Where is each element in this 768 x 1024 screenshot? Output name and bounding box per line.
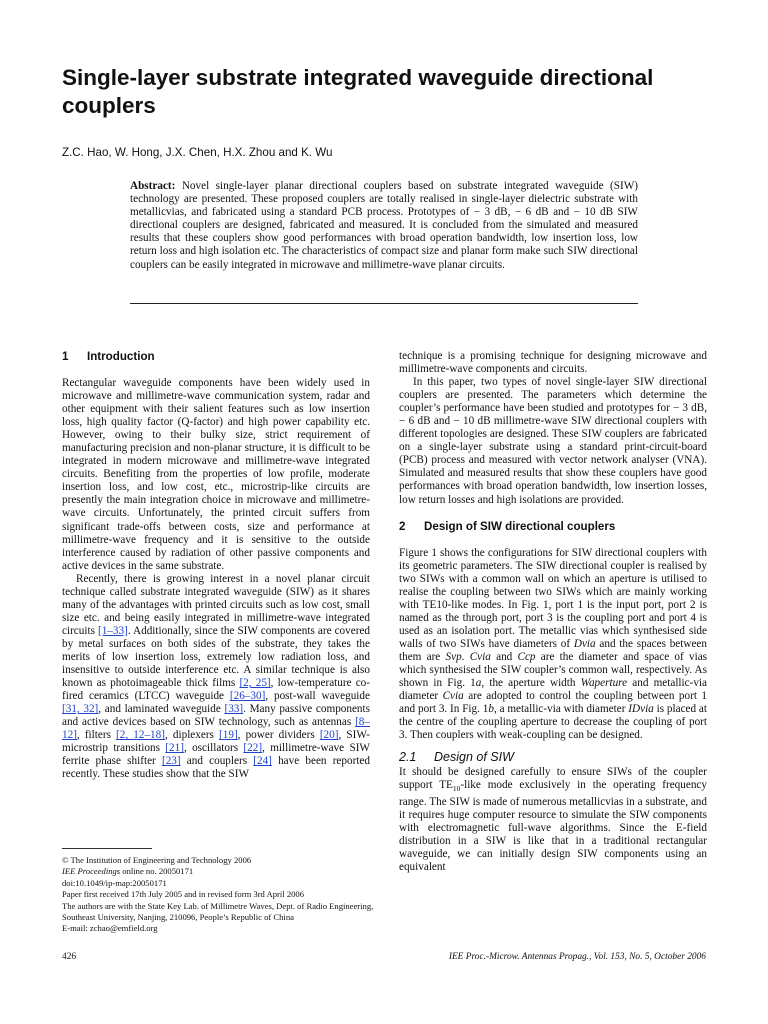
section-2-title: Design of SIW directional couplers (424, 519, 616, 533)
variable: a (475, 677, 482, 690)
section-2-1-title: Design of SIW (434, 750, 514, 765)
variable: IDvia (628, 703, 654, 716)
journal-citation: IEE Proc.-Microw. Antennas Propag., Vol. 153, No. 5, October 2006 (448, 952, 706, 962)
online-number: online no. 20050171 (120, 866, 194, 877)
section-1-title: Introduction (87, 350, 155, 363)
p2-text: , SIW-microstrip transitions (62, 729, 370, 755)
s2-text: are adopted to control the coupling between port 1 and port 3. In Fig. 1 (399, 690, 707, 716)
variable: Ccp (517, 650, 536, 663)
intro-paragraph-2 (62, 573, 370, 782)
paper-title: Single-layer substrate integrated waveguide directional couplers (62, 65, 654, 118)
variable: Waperture (580, 677, 628, 690)
p2-text: . Additionally, since the SIW components are covered by metal surfaces on both sides of the substrate, they takes the merits of low insertion loss, extremely low radiation loss, and insensitive to outside interference etc. A similar technique is also known as photoimageable thick films (62, 624, 370, 690)
abstract (130, 180, 638, 272)
section-2-paragraph-1 (399, 547, 707, 743)
section-2-1-heading (399, 751, 707, 766)
p2-text: , power dividers (237, 729, 320, 742)
citation-link[interactable]: [2, 25] (239, 677, 271, 690)
section-2-1-paragraph-1 (399, 766, 707, 874)
variable: Cvia (469, 650, 491, 663)
citation-link[interactable]: [23] (161, 755, 181, 768)
s2-text: and metallic-via diameter (399, 677, 708, 703)
s2-text: is placed at the centre of the coupling aperture to decrease the coupling of port 3. Then couplers with weak-coupling can be designed. (399, 703, 707, 742)
copyright-line (62, 855, 376, 866)
abstract-label: Abstract: (130, 180, 176, 192)
received-line: Paper first received 17th July 2005 and in revised form 3rd April 2006 (62, 889, 305, 900)
left-column (62, 350, 370, 781)
citation-link[interactable]: [26–30] (229, 690, 266, 703)
page-number: 426 (62, 952, 77, 962)
citation-link[interactable]: [21] (165, 742, 184, 755)
p2-text: and couplers (180, 755, 254, 768)
proceedings-name: IEE Proceedings (62, 866, 121, 877)
p2-text: Recently, there is growing interest in a novel planar circuit technique called substrate integrated waveguide (SIW) as it shares many of the advantages with printed circuits such as low cost, small size etc. and being easily integrated in millimetre-wave integrated circuits (62, 572, 370, 637)
s21-text: It should be designed carefully to ensure SIWs of the coupler support TE (399, 766, 707, 792)
citation-link[interactable]: [2, 12–18] (116, 729, 165, 742)
doi-line[interactable]: doi:10.1049/ip-map:20050171 (62, 877, 167, 888)
email-line[interactable]: E-mail: zchao@emfield.org (62, 923, 158, 934)
intro-paragraph-4: In this paper, two types of novel single-layer SIW directional couplers are presented. The parameters which determine the coupler’s performance have been studied and prototypes for − 3 dB, − 6 dB and − 10 dB millimetre-wave SIW directional couplers with different topologies are designed. These SIW couplers are fabricated on a single-layer substrate using a standard print-circuit-board (PCB) process and measured with vector network analyser (VNA). Simulated and measured results that show these couplers have good performances with broad operation bandwidth, low insertion losses, low return losses and high isolations are provided. (399, 376, 707, 506)
s2-text: and (490, 650, 518, 663)
section-1-heading (62, 350, 370, 364)
citation-link[interactable]: [1–33] (97, 624, 128, 637)
subscript: 10 (452, 784, 461, 794)
citation-link[interactable]: [31, 32] (62, 703, 99, 716)
section-2-number: 2 (399, 519, 406, 533)
citation-link[interactable]: [20] (319, 729, 339, 742)
p2-text: have been reported recently. These studies show that the SIW (62, 755, 370, 781)
abstract-text: Novel single-layer planar directional couplers based on substrate integrated waveguide (SIW) technology are presented. These proposed couplers are totally realised in single-layer dielectric substrate with metallicvias, and fabricated using a standard PCB process. Prototypes of − 3 dB, − 6 dB and − 10 dB SIW directional couplers are designed, fabricated and measured. It is concluded from the simulated and measured results that these couplers show good performances with broad operation bandwidth, low insertion loss, low return loss and high isolation etc. The characteristics of compact size and planar form make such SIW directional couplers can be easily integrated in microwave and millimetre-wave planar circuits. (130, 180, 638, 271)
variable: Dvia (573, 637, 596, 650)
citation-link[interactable]: [19] (219, 729, 238, 742)
p2-text: , diplexers (164, 729, 220, 742)
section-2-1-number: 2.1 (399, 750, 417, 765)
spacer (399, 507, 707, 520)
p2-text: , millimetre-wave SIW ferrite phase shifter (62, 742, 370, 768)
s2-text: , a metallic-via with diameter (493, 703, 629, 716)
p2-text: , low-temperature co-fired ceramics (LTCC) waveguide (62, 677, 371, 703)
footnote-divider (62, 848, 152, 849)
copyright-icon: © (62, 855, 69, 865)
footnotes (62, 848, 376, 935)
author-list: Z.C. Hao, W. Hong, J.X. Chen, H.X. Zhou and K. Wu (62, 146, 333, 159)
copyright-text: The Institution of Engineering and Technology 2006 (70, 855, 252, 865)
citation-link[interactable]: [33] (224, 703, 244, 716)
variable: Cvia (442, 690, 464, 703)
p2-text: , and laminated waveguide (98, 703, 225, 716)
citation-link[interactable]: [8–12] (62, 716, 370, 742)
s21-text: -like mode exclusively in the operating frequency range. The SIW is made of numerous metallicvias in a substrate, and it requires huge computer resource to simulate the SIW components with electromagnetic full-wave algorithms. Since the E-field distribution in a SIW is like that in a traditional rectangular waveguide, we can initially design SIW components using an equivalent (399, 779, 707, 873)
intro-paragraph-1: Rectangular waveguide components have been widely used in microwave and millimetre-wave communication system, radar and other equipment with their salient features such as low insertion loss, high quality factor (Q-factor) and high power capability etc. However, owing to their bulky size, strict requirement of manufacturing precision and non-planar structure, it is difficult to be integrated in modern microwave and millimetre-wave integrated circuits. Benefiting from the properties of low profile, moderate insertion loss, and low cost, etc., microstrip-like circuits are presently the main integration choice in microwave and millimetre-wave circuits. Unfortunately, the printed circuit suffers from significant trade-offs between costs, size and performance at millimetre-wave frequency and it is sensitive to the outside interference caused by radiation of other passive components and active devices in the same substrate. (62, 377, 370, 572)
s2-text: and the spaces between them are (399, 637, 707, 663)
s2-text: Figure 1 shows the configurations for SIW directional couplers with its geometric parameters. The SIW directional coupler is realised by two SIWs with a common wall on which an aperture is utilised to realise the coupling between two SIWs which are mainly working with TE10-like modes. In Fig. 1, port 1 is the input port, port 2 is named as the through port, port 3 is the coupling port and port 4 is used as an isolation port. The metallic vias which synthesised side walls of two SIWs have diameters of (399, 546, 707, 650)
abstract-divider (130, 303, 638, 304)
variable: b (488, 703, 494, 716)
affiliation-line: The authors are with the State Key Lab. of Millimetre Waves, Dept. of Radio Engineering, Southeast University, Nanjing, 210096, People’s Republic of China (62, 900, 374, 923)
citation-link[interactable]: [22] (243, 742, 263, 755)
right-column (399, 350, 707, 874)
s2-text: , the aperture width (481, 677, 581, 690)
s2-text: are the diameter and space of vias which synthesised the SIW coupler’s common wall, respectively. As shown in Fig. 1 (399, 650, 708, 690)
intro-paragraph-3: technique is a promising technique for designing microwave and millimetre-wave components and circuits. (399, 350, 707, 376)
p2-text: . Many passive components and active devices based on SIW technology, such as antennas (62, 703, 370, 729)
section-1-number: 1 (62, 350, 69, 363)
section-2-heading (399, 520, 707, 534)
p2-text: , oscillators (183, 742, 244, 755)
p2-text: , post-wall waveguide (265, 690, 370, 703)
citation-link[interactable]: [24] (253, 755, 272, 768)
p2-text: , filters (76, 729, 117, 742)
variable: Svp (445, 650, 462, 663)
online-line (62, 866, 376, 877)
s2-text: . (461, 650, 470, 663)
